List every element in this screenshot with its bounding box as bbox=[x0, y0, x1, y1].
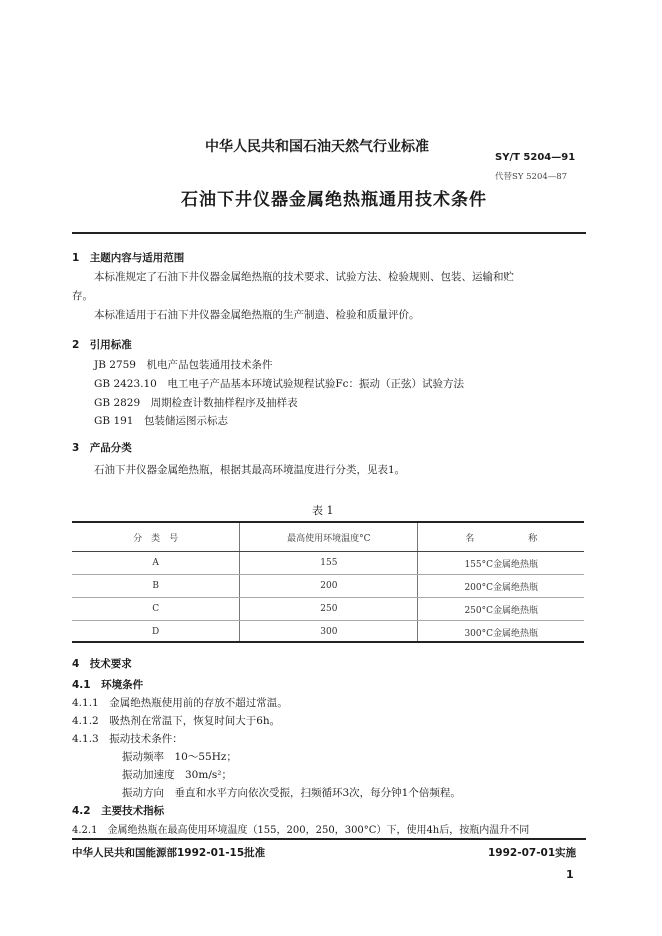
clause-4-2-1: 4.2.1 金属绝热瓶在最高使用环境温度（155，200，250，300°C）下，使用4h后，按瓶内温升不同 bbox=[72, 825, 530, 836]
table-caption: 表 1 bbox=[312, 504, 334, 517]
header-rule bbox=[72, 232, 586, 234]
clause-4-1-3: 4.1.3 振动技术条件： bbox=[72, 733, 183, 745]
header-category: 分 类 号 bbox=[72, 523, 240, 552]
cell-temperature: 250 bbox=[240, 598, 418, 621]
section-1-paragraph-1: 本标准规定了石油下井仪器金属绝热瓶的技术要求、试验方法、检验规则、包装、运输和贮 bbox=[94, 271, 514, 283]
cell-name: 250°C金属绝热瓶 bbox=[418, 598, 584, 621]
section-4-2-heading: 4.2 主要技术指标 bbox=[72, 805, 165, 817]
reference-item: GB 191 包装储运图示标志 bbox=[94, 415, 228, 427]
table-row bbox=[72, 575, 584, 598]
table-row bbox=[72, 598, 584, 621]
cell-temperature: 300 bbox=[240, 621, 418, 644]
reference-item: GB 2423.10 电工电子产品基本环境试验规程试验Fc：振动（正弦）试验方法 bbox=[94, 378, 465, 390]
vibration-frequency: 振动频率 10～55Hz； bbox=[122, 751, 237, 763]
section-4-1-heading: 4.1 环境条件 bbox=[72, 679, 144, 691]
replaces-note: 代替SY 5204—87 bbox=[495, 172, 568, 182]
cell-category: A bbox=[72, 552, 240, 575]
effective-date: 1992-07-01实施 bbox=[488, 847, 577, 859]
clause-4-1-1: 4.1.1 金属绝热瓶使用前的存放不超过常温。 bbox=[72, 697, 288, 709]
section-3-heading: 3 产品分类 bbox=[72, 442, 132, 454]
table-bottom-rule bbox=[72, 641, 584, 643]
section-1-heading: 1 主题内容与适用范围 bbox=[72, 252, 185, 264]
section-4-heading: 4 技术要求 bbox=[72, 658, 132, 670]
cell-temperature: 155 bbox=[240, 552, 418, 575]
classification-table bbox=[72, 523, 584, 643]
header-max-temperature: 最高使用环境温度°C bbox=[240, 523, 418, 552]
approval-note: 中华人民共和国能源部1992-01-15批准 bbox=[72, 847, 266, 859]
cell-temperature: 200 bbox=[240, 575, 418, 598]
reference-item: JB 2759 机电产品包装通用技术条件 bbox=[94, 359, 273, 371]
section-3-paragraph: 石油下井仪器金属绝热瓶，根据其最高环境温度进行分类，见表1。 bbox=[94, 464, 406, 476]
cell-category: D bbox=[152, 627, 160, 637]
section-2-heading: 2 引用标准 bbox=[72, 339, 132, 351]
section-1-paragraph-2: 本标准适用于石油下井仪器金属绝热瓶的生产制造、检验和质量评价。 bbox=[94, 309, 420, 321]
reference-item: GB 2829 周期检查计数抽样程序及抽样表 bbox=[94, 397, 298, 409]
cell-name: 155°C金属绝热瓶 bbox=[418, 552, 584, 575]
header-name: 名 称 bbox=[418, 523, 584, 552]
footer-rule bbox=[72, 838, 586, 840]
standard-code: SY/T 5204—91 bbox=[495, 152, 576, 163]
cell-category: C bbox=[72, 598, 240, 621]
vibration-direction: 振动方向 垂直和水平方向依次受振，扫频循环3次，每分钟1个倍频程。 bbox=[122, 787, 461, 799]
cell-category: B bbox=[72, 575, 240, 598]
page-number: 1 bbox=[566, 868, 574, 881]
org-standard-title: 中华人民共和国石油天然气行业标准 bbox=[205, 139, 429, 155]
table-row bbox=[72, 552, 584, 575]
section-1-paragraph-1-cont: 存。 bbox=[72, 290, 93, 302]
cell-name: 200°C金属绝热瓶 bbox=[418, 575, 584, 598]
vibration-acceleration: 振动加速度 30m/s²； bbox=[122, 769, 232, 781]
clause-4-1-2: 4.1.2 吸热剂在常温下，恢复时间大于6h。 bbox=[72, 715, 281, 727]
cell-name: 300°C金属绝热瓶 bbox=[418, 621, 584, 644]
table-row bbox=[72, 621, 584, 644]
document-title: 石油下井仪器金属绝热瓶通用技术条件 bbox=[181, 190, 487, 210]
table-header-row bbox=[72, 523, 584, 552]
